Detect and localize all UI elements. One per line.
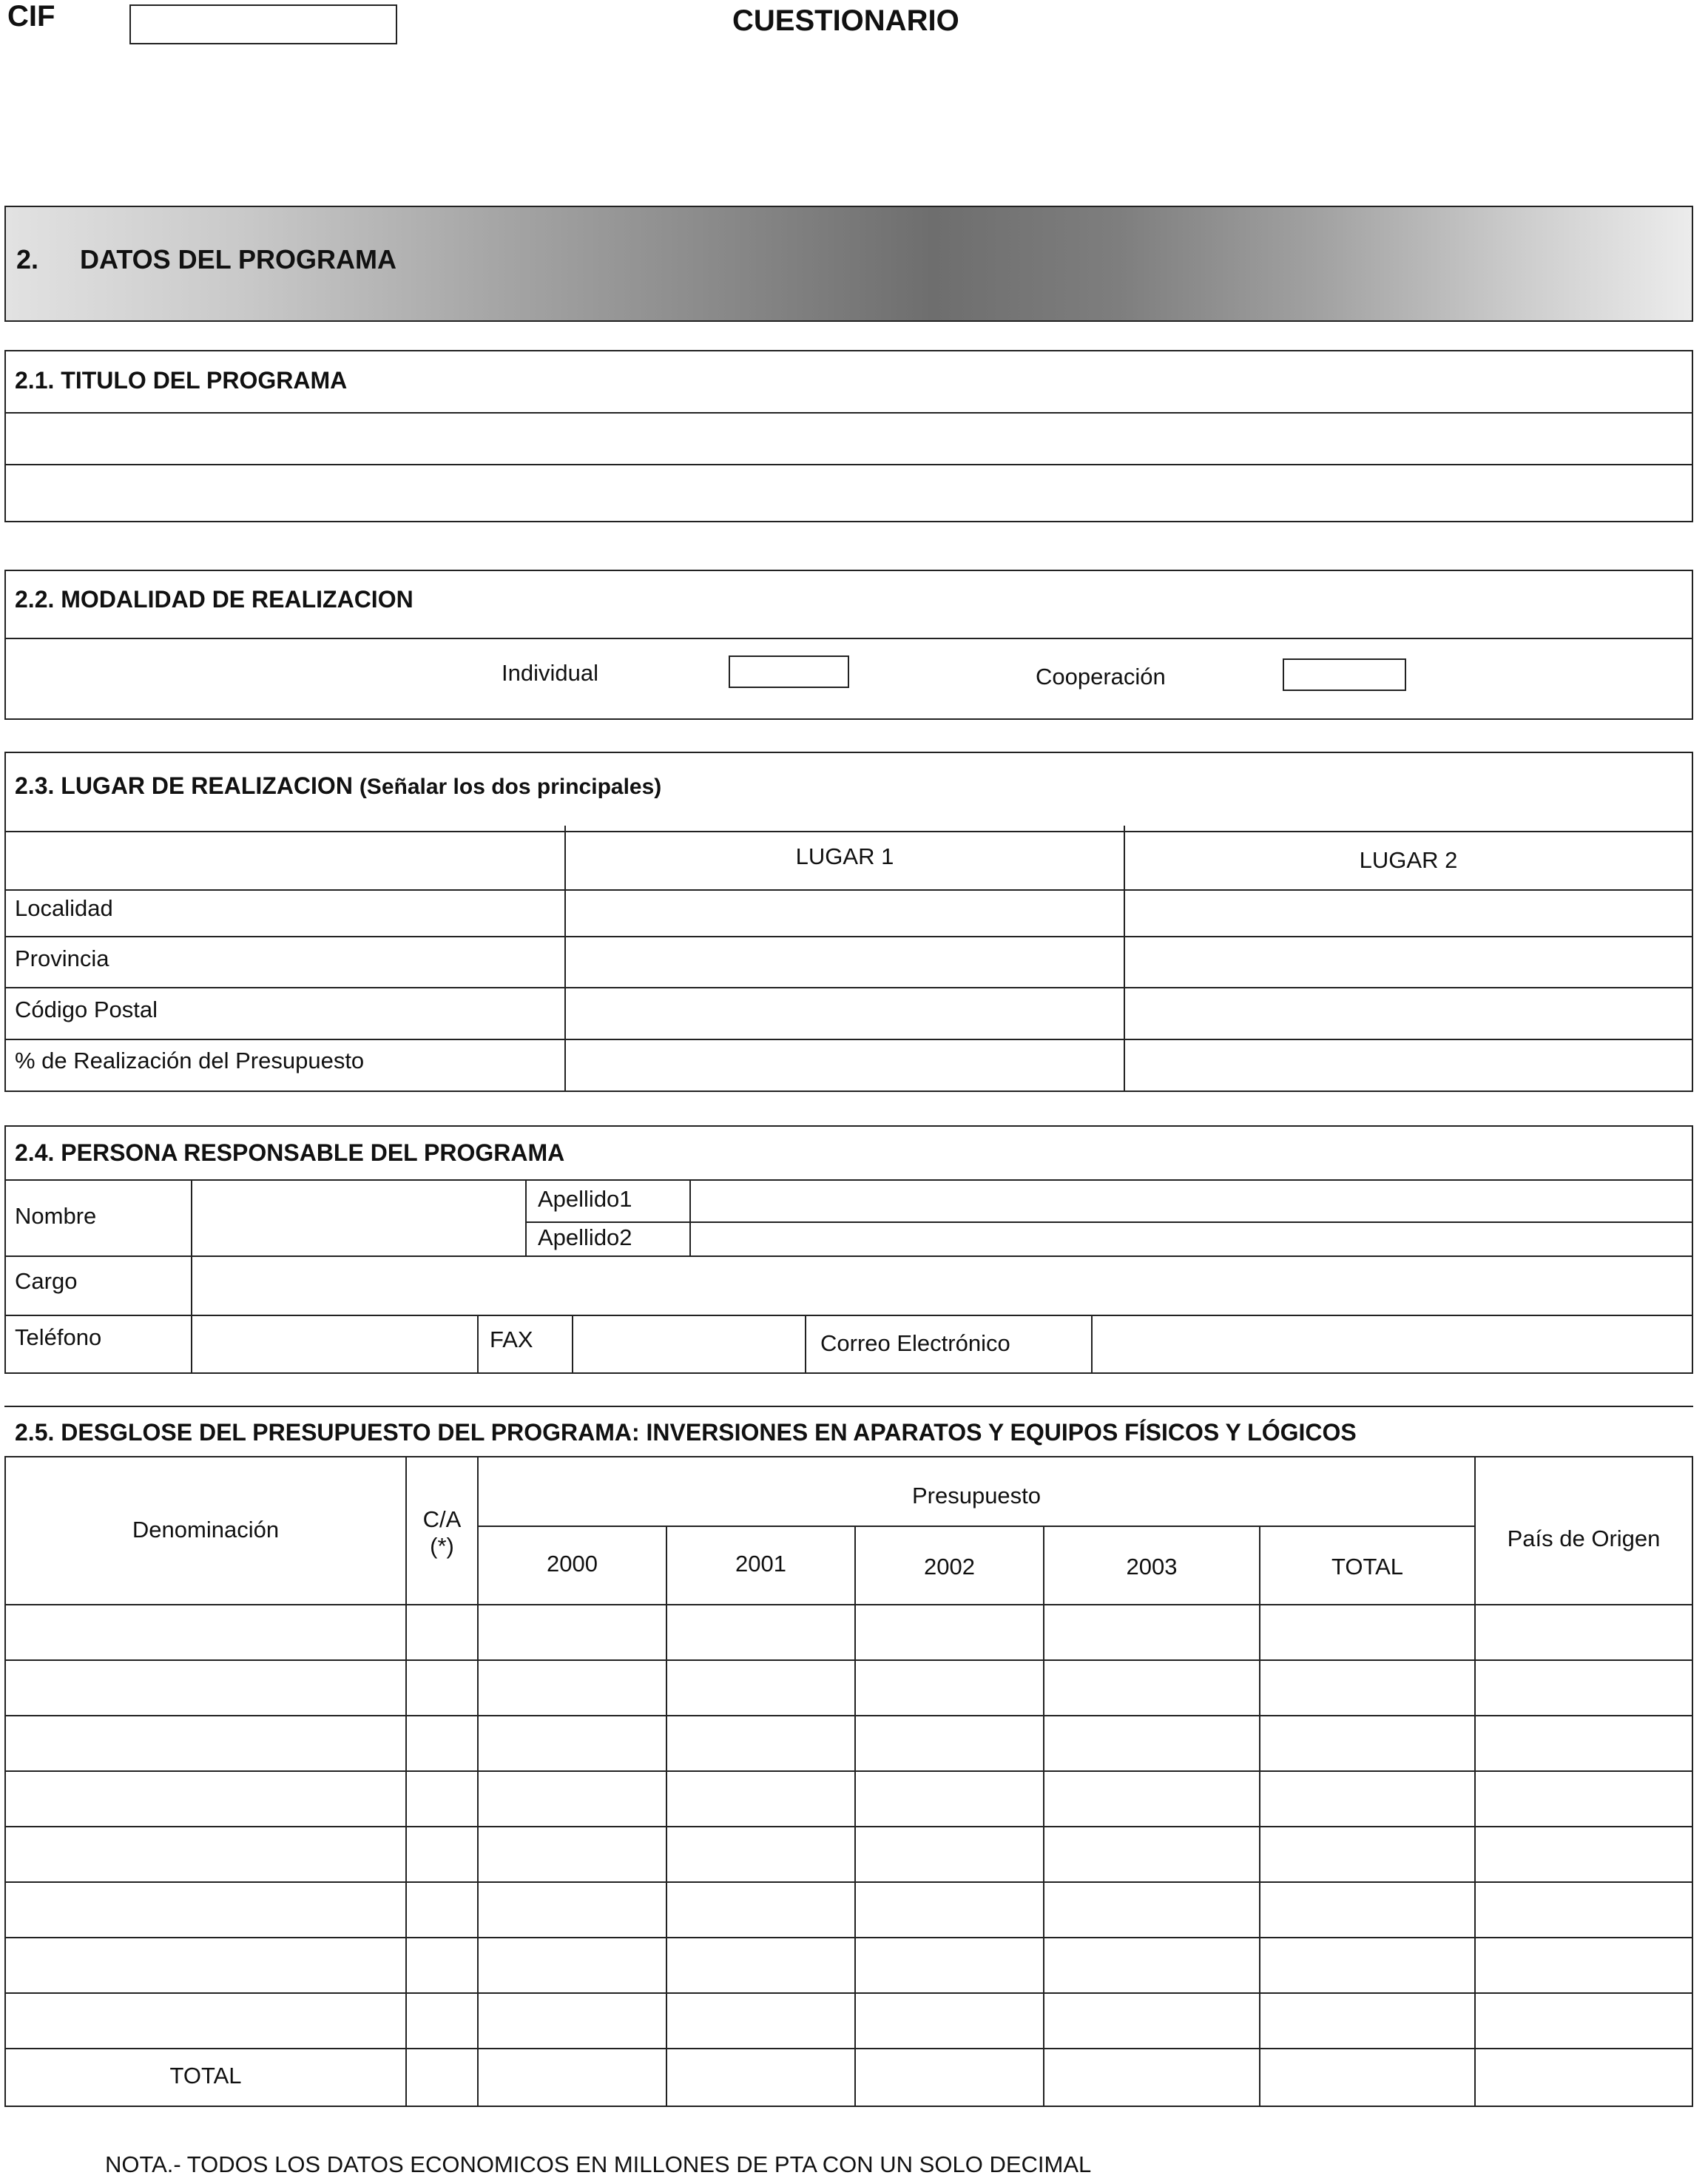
total-total-input[interactable] (1260, 2049, 1474, 2106)
row-4-2001-input[interactable] (667, 1772, 854, 1825)
row-1-total-input[interactable] (1260, 1605, 1474, 1659)
divider (4, 1039, 1693, 1040)
lugar1-header: LUGAR 1 (795, 843, 894, 869)
page-title: CUESTIONARIO (732, 4, 959, 37)
row-8-2001-input[interactable] (667, 1994, 854, 2047)
row-1-ca-input[interactable] (407, 1605, 477, 1659)
row-5-total-input[interactable] (1260, 1827, 1474, 1881)
localidad-lugar1-input[interactable] (567, 891, 1123, 935)
col-divider (191, 1179, 192, 1374)
row-2-pais-input[interactable] (1476, 1661, 1690, 1714)
row-8-denominacion-input[interactable] (6, 1994, 405, 2047)
porcentaje-presupuesto-label: % de Realización del Presupuesto (15, 1048, 365, 1073)
row-6-2000-input[interactable] (479, 1883, 666, 1936)
total-2003-input[interactable] (1044, 2049, 1259, 2106)
provincia-lugar1-input[interactable] (567, 938, 1123, 986)
row-2-ca-input[interactable] (407, 1661, 477, 1714)
total-ca-input[interactable] (407, 2049, 477, 2106)
row-8-total-input[interactable] (1260, 1994, 1474, 2047)
apellido1-label: Apellido1 (538, 1186, 632, 1212)
row-7-2002-input[interactable] (856, 1938, 1043, 1992)
row-8-2003-input[interactable] (1044, 1994, 1259, 2047)
correo-input[interactable] (1093, 1317, 1692, 1372)
row-4-pais-input[interactable] (1476, 1772, 1690, 1825)
row-1-pais-input[interactable] (1476, 1605, 1690, 1659)
col-divider (805, 1315, 806, 1374)
row-1-2003-input[interactable] (1044, 1605, 1259, 1659)
row-2-denominacion-input[interactable] (6, 1661, 405, 1714)
row-4-2002-input[interactable] (856, 1772, 1043, 1825)
row-1-denominacion-input[interactable] (6, 1605, 405, 1659)
row-8-2000-input[interactable] (479, 1994, 666, 2047)
divider (4, 1179, 1693, 1181)
divider (4, 1315, 1693, 1316)
presupuesto-header: Presupuesto (911, 1483, 1042, 1509)
cooperacion-label: Cooperación (1036, 664, 1166, 690)
row-8-pais-input[interactable] (1476, 1994, 1690, 2047)
row-2-2001-input[interactable] (667, 1661, 854, 1714)
divider (4, 831, 1693, 832)
row-6-ca-input[interactable] (407, 1883, 477, 1936)
row-7-ca-input[interactable] (407, 1938, 477, 1992)
cif-input[interactable] (129, 4, 397, 44)
nota-text: NOTA.- TODOS LOS DATOS ECONOMICOS EN MILLONES DE PTA CON UN SOLO DECIMAL (105, 2151, 1092, 2177)
ca-note: (*) (430, 1533, 454, 1559)
total-2002-input[interactable] (856, 2049, 1043, 2106)
row-4-total-input[interactable] (1260, 1772, 1474, 1825)
row-4-2000-input[interactable] (479, 1772, 666, 1825)
fax-label: FAX (490, 1327, 533, 1352)
section-title: DATOS DEL PROGRAMA (80, 244, 397, 274)
ca-header: C/A (422, 1506, 462, 1532)
row-7-denominacion-input[interactable] (6, 1938, 405, 1992)
row-7-2003-input[interactable] (1044, 1938, 1259, 1992)
row-2-2000-input[interactable] (479, 1661, 666, 1714)
s25-title: 2.5. DESGLOSE DEL PRESUPUESTO DEL PROGRAMA: INVERSIONES EN APARATOS Y EQUIPOS FÍSICOS Y LÓGICOS (15, 1419, 1357, 1446)
total-row-label: TOTAL (169, 2063, 242, 2089)
provincia-label: Provincia (15, 945, 109, 971)
porcentaje-lugar2-input[interactable] (1126, 1041, 1692, 1090)
row-3-2001-input[interactable] (667, 1716, 854, 1770)
provincia-lugar2-input[interactable] (1126, 938, 1692, 986)
year-2002-header: 2002 (924, 1554, 975, 1580)
total-2001-input[interactable] (667, 2049, 854, 2106)
apellido2-label: Apellido2 (538, 1224, 632, 1250)
lugar2-header: LUGAR 2 (1359, 847, 1458, 873)
codigo-postal-lugar1-input[interactable] (567, 989, 1123, 1038)
row-8-2002-input[interactable] (856, 1994, 1043, 2047)
cooperacion-checkbox[interactable] (1283, 658, 1406, 691)
cif-label: CIF (7, 0, 55, 33)
row-3-ca-input[interactable] (407, 1716, 477, 1770)
year-2001-header: 2001 (735, 1551, 786, 1577)
telefono-input[interactable] (193, 1317, 476, 1372)
row-4-denominacion-input[interactable] (6, 1772, 405, 1825)
nombre-label: Nombre (15, 1203, 97, 1229)
col-divider (525, 1179, 527, 1255)
localidad-label: Localidad (15, 895, 113, 921)
divider (4, 936, 1693, 937)
porcentaje-lugar1-input[interactable] (567, 1041, 1123, 1090)
nombre-input[interactable] (193, 1181, 524, 1255)
row-3-2000-input[interactable] (479, 1716, 666, 1770)
row-4-ca-input[interactable] (407, 1772, 477, 1825)
row-6-2002-input[interactable] (856, 1883, 1043, 1936)
row-5-2003-input[interactable] (1044, 1827, 1259, 1881)
individual-label: Individual (502, 660, 598, 686)
row-7-2001-input[interactable] (667, 1938, 854, 1992)
row-7-total-input[interactable] (1260, 1938, 1474, 1992)
pais-origen-header: País de Origen (1507, 1526, 1661, 1551)
apellido2-input[interactable] (692, 1223, 1692, 1255)
row-7-2000-input[interactable] (479, 1938, 666, 1992)
row-3-denominacion-input[interactable] (6, 1716, 405, 1770)
divider (4, 1255, 1693, 1257)
row-5-2001-input[interactable] (667, 1827, 854, 1881)
divider (4, 638, 1693, 639)
apellido1-input[interactable] (692, 1181, 1692, 1221)
divider (4, 987, 1693, 988)
localidad-lugar2-input[interactable] (1126, 891, 1692, 935)
codigo-postal-lugar2-input[interactable] (1126, 989, 1692, 1038)
col-divider (572, 1315, 573, 1374)
row-5-2000-input[interactable] (479, 1827, 666, 1881)
row-7-pais-input[interactable] (1476, 1938, 1690, 1992)
divider (477, 1526, 1474, 1527)
row-6-total-input[interactable] (1260, 1883, 1474, 1936)
row-5-denominacion-input[interactable] (6, 1827, 405, 1881)
row-3-pais-input[interactable] (1476, 1716, 1690, 1770)
col-divider (477, 1315, 479, 1374)
total-2000-input[interactable] (479, 2049, 666, 2106)
row-6-2003-input[interactable] (1044, 1883, 1259, 1936)
row-3-total-input[interactable] (1260, 1716, 1474, 1770)
row-5-pais-input[interactable] (1476, 1827, 1690, 1881)
col-divider (1091, 1315, 1093, 1374)
individual-checkbox[interactable] (729, 655, 849, 688)
year-2000-header: 2000 (547, 1551, 598, 1577)
divider (4, 1406, 1693, 1407)
row-6-denominacion-input[interactable] (6, 1883, 405, 1936)
divider (4, 889, 1693, 891)
cargo-label: Cargo (15, 1268, 78, 1294)
row-6-2001-input[interactable] (667, 1883, 854, 1936)
row-5-ca-input[interactable] (407, 1827, 477, 1881)
s24-title: 2.4. PERSONA RESPONSABLE DEL PROGRAMA (15, 1139, 565, 1166)
row-1-2002-input[interactable] (856, 1605, 1043, 1659)
fax-input[interactable] (574, 1317, 804, 1372)
titulo-line-2-input[interactable] (6, 465, 1692, 521)
row-2-2003-input[interactable] (1044, 1661, 1259, 1714)
codigo-postal-label: Código Postal (15, 997, 158, 1022)
row-5-2002-input[interactable] (856, 1827, 1043, 1881)
telefono-label: Teléfono (15, 1324, 102, 1350)
denominacion-header: Denominación (132, 1517, 280, 1543)
row-3-2003-input[interactable] (1044, 1716, 1259, 1770)
col-divider (689, 1179, 691, 1255)
row-2-total-input[interactable] (1260, 1661, 1474, 1714)
s23-title-note: (Señalar los dos principales) (359, 775, 662, 799)
s22-title: 2.2. MODALIDAD DE REALIZACION (15, 586, 414, 613)
row-6-pais-input[interactable] (1476, 1883, 1690, 1936)
row-2-2002-input[interactable] (856, 1661, 1043, 1714)
titulo-line-1-input[interactable] (6, 414, 1692, 463)
row-3-2002-input[interactable] (856, 1716, 1043, 1770)
row-1-2000-input[interactable] (479, 1605, 666, 1659)
s23-title: 2.3. LUGAR DE REALIZACION (Señalar los dos principales) (15, 772, 662, 799)
section-number: 2. (16, 244, 39, 274)
cargo-input[interactable] (193, 1258, 1692, 1314)
s21-title: 2.1. TITULO DEL PROGRAMA (15, 367, 348, 394)
correo-label: Correo Electrónico (820, 1330, 1010, 1356)
row-4-2003-input[interactable] (1044, 1772, 1259, 1825)
year-2003-header: 2003 (1126, 1554, 1178, 1580)
row-8-ca-input[interactable] (407, 1994, 477, 2047)
row-1-2001-input[interactable] (667, 1605, 854, 1659)
total-column-header: TOTAL (1331, 1554, 1404, 1580)
total-pais-input[interactable] (1476, 2049, 1690, 2106)
